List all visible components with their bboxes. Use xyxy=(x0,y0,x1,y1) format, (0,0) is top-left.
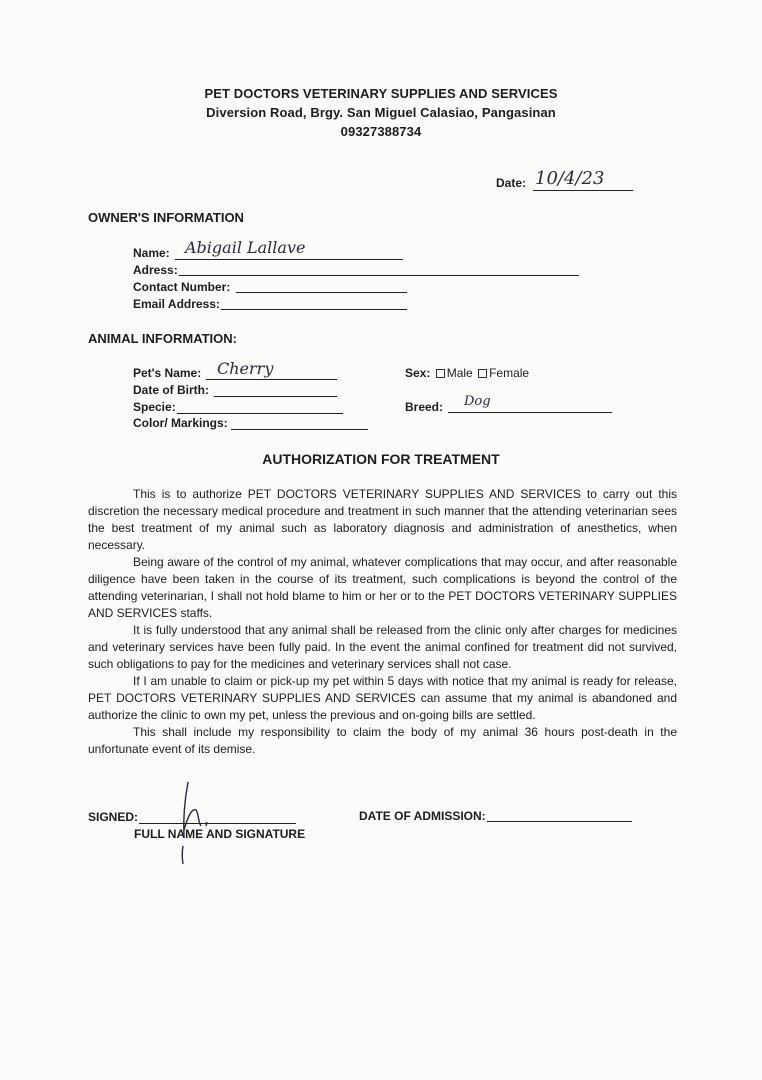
date-line xyxy=(533,190,633,191)
sex-female-label: Female xyxy=(489,366,530,380)
sex-label: Sex: xyxy=(405,366,431,380)
specie-line xyxy=(177,413,343,414)
handwritten-signature xyxy=(170,778,220,868)
owner-address-line xyxy=(179,275,579,276)
date-handwritten: 10/4/23 xyxy=(535,168,605,189)
authorization-paragraph: Being aware of the control of my animal, whatever complications that may occur, and after reasonable diligence have been taken in the course of its treatment, such complications is beyond the control of the attending veterinarian, I shall not hold blame to him or her or to the PET DOCTORS VETERINARY SUPPLIES AND SERVICES staffs. xyxy=(88,555,677,620)
company-name: PET DOCTORS VETERINARY SUPPLIES AND SERVICES xyxy=(204,86,558,101)
signature-caption: FULL NAME AND SIGNATURE xyxy=(134,827,306,841)
signed-label: SIGNED: xyxy=(88,810,139,824)
owner-name-label: Name: xyxy=(133,246,170,260)
dob-label: Date of Birth: xyxy=(133,383,209,397)
authorization-paragraph: This shall include my responsibility to claim the body of my animal 36 hours post-death in the unfortunate event of its demise. xyxy=(88,725,677,756)
date-label: Date: xyxy=(496,176,527,190)
owner-email-label: Email Address: xyxy=(133,297,220,311)
pet-name-line xyxy=(206,379,337,380)
sex-female-checkbox[interactable] xyxy=(478,369,487,378)
sex-male-label: Male xyxy=(446,366,473,380)
authorization-paragraph: It is fully understood that any animal shall be released from the clinic only after charges for medicines and veterinary services have been fully paid. In the event the animal confined for treatment did not survived, such obligations to pay for the medicines and veterinary services shall not case. xyxy=(88,623,677,671)
authorization-paragraph: If I am unable to claim or pick-up my pet within 5 days with notice that my animal is ready for release, PET DOCTORS VETERINARY SUPPLIES AND SERVICES can assume that my animal is abandoned and authorize the clinic to own my pet, unless the previous and on-going bills are settled. xyxy=(88,674,677,722)
owner-name-line xyxy=(175,259,403,260)
authorization-paragraph: This is to authorize PET DOCTORS VETERINARY SUPPLIES AND SERVICES to carry out this discretion the necessary medical procedure and treatment in such manner that the attending veterinarian sees the best treatment of my animal such as laboratory diagnosis and administration of anesthetics, when necessary. xyxy=(88,487,677,552)
company-address: Diversion Road, Brgy. San Miguel Calasiao, Pangasinan xyxy=(206,105,556,120)
color-line xyxy=(231,429,368,430)
sex-row xyxy=(405,366,529,380)
breed-label: Breed: xyxy=(405,400,444,414)
owner-name-handwritten: Abigail Lallave xyxy=(185,238,306,257)
owner-contact-label: Contact Number: xyxy=(133,280,231,294)
dob-line xyxy=(214,396,337,397)
owner-email-line xyxy=(221,309,407,310)
breed-handwritten: Dog xyxy=(464,394,491,409)
breed-line xyxy=(448,412,612,413)
pet-name-handwritten: Cherry xyxy=(217,359,274,378)
owner-section-title: OWNER'S INFORMATION xyxy=(88,210,244,225)
owner-address-label: Adress: xyxy=(133,263,178,277)
owner-contact-line xyxy=(236,292,407,293)
specie-label: Specie: xyxy=(133,400,176,414)
authorization-body xyxy=(88,486,677,758)
company-phone: 09327388734 xyxy=(340,124,422,139)
admission-date-line xyxy=(487,821,632,822)
pet-name-label: Pet's Name: xyxy=(133,366,202,380)
authorization-title: AUTHORIZATION FOR TREATMENT xyxy=(262,451,500,467)
animal-section-title: ANIMAL INFORMATION: xyxy=(88,331,237,346)
color-label: Color/ Markings: xyxy=(133,416,228,430)
sex-male-checkbox[interactable] xyxy=(436,369,445,378)
admission-date-label: DATE OF ADMISSION: xyxy=(359,809,486,823)
